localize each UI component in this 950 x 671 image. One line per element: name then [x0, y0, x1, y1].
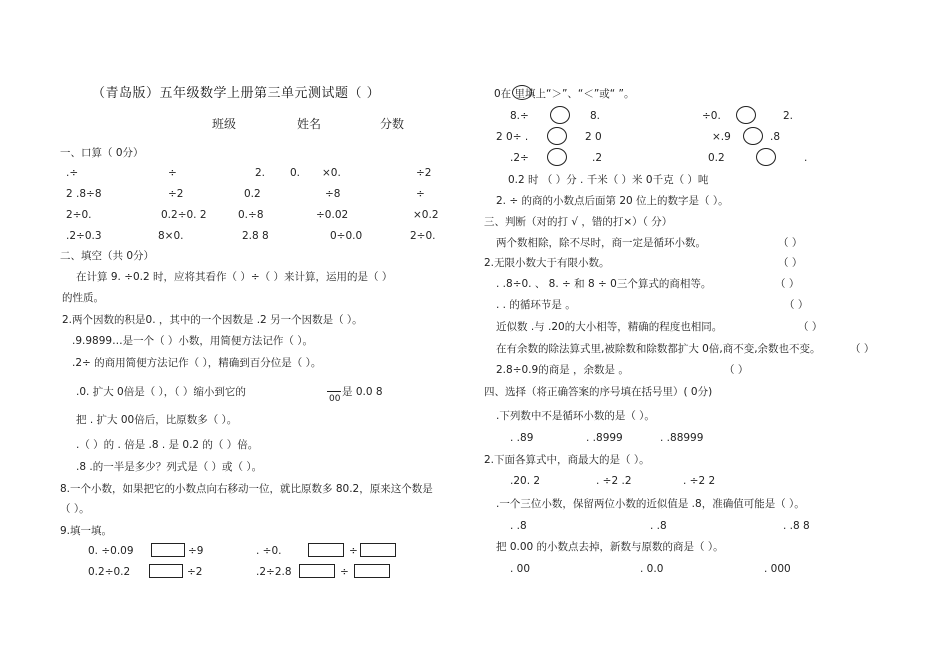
compare-circle[interactable]	[743, 127, 763, 145]
fill-item-3: 0.2÷0.2	[88, 566, 131, 578]
judge-paren[interactable]: （ ）	[778, 237, 803, 249]
section1-title: 一、口算（ 0分）	[60, 147, 144, 159]
choice-q1-a: . .89	[510, 432, 534, 444]
choice-q1-b: . .8999	[586, 432, 623, 444]
compare-circle[interactable]	[736, 106, 756, 124]
fill-item-2: . ÷0.	[256, 545, 282, 557]
judge-paren[interactable]: （ ）	[778, 257, 803, 269]
fill-q9a: 8.一个小数，如果把它的小数点向右移动一位，就比原数多 80.2，原来这个数是	[60, 483, 433, 495]
section3-title: 三、判断（对的打 √ ，错的打×）（ 分）	[484, 216, 673, 228]
judge-paren[interactable]: （ ）	[784, 299, 809, 311]
cmp-r2-d: .8	[770, 131, 781, 143]
score-label: 分数	[380, 117, 405, 131]
answer-box[interactable]	[149, 564, 183, 578]
judge-paren[interactable]: （ ）	[724, 364, 749, 376]
cmp-r1-a: 8.÷	[510, 110, 529, 122]
cmp-r3-c: 0.2	[708, 152, 725, 164]
cmp-r2-a: 2 0÷ .	[496, 131, 529, 143]
judge-item-3: . .8÷0. 、 8. ÷ 和 8 ÷ 0三个算式的商相等。	[496, 278, 712, 290]
calc-r4-3: 2.8 8	[242, 230, 269, 242]
choice-q2: 2.下面各算式中，商最大的是（ ）。	[484, 454, 650, 466]
judge-item-5: 近似数 .与 .20的大小相等，精确的程度也相同。	[496, 321, 723, 333]
cmp-r1-c: ÷0.	[702, 110, 721, 122]
fill-item-1-b: ÷9	[188, 545, 204, 557]
compare-circle[interactable]	[756, 148, 776, 166]
fraction-denominator: 00	[329, 394, 341, 404]
fill-q10: 9.填一填。	[60, 525, 113, 537]
fill-item-2-b: ÷	[349, 545, 358, 557]
calc-r3-4: ÷0.02	[316, 209, 349, 221]
calc-r1-6: ÷2	[416, 167, 432, 179]
calc-r3-5: ×0.2	[413, 209, 439, 221]
choice-q4-c: . 000	[764, 563, 791, 575]
calc-r3-2: 0.2÷0. 2	[161, 209, 207, 221]
judge-item-2: 2.无限小数大于有限小数。	[484, 257, 610, 269]
judge-paren[interactable]: （ ）	[850, 343, 875, 355]
choice-q3-a: . .8	[510, 520, 527, 532]
cmp-r2-c: ×.9	[712, 131, 731, 143]
fill-q2: 2.两个因数的积是0. ，其中的一个因数是 .2 另一个因数是（ ）。	[62, 314, 363, 326]
choice-q3-c: . .8 8	[783, 520, 810, 532]
fill-item-1: 0. ÷0.09	[88, 545, 134, 557]
section4-title: 四、选择（将正确答案的序号填在括号里）( 0分)	[484, 386, 713, 398]
right-q2: 2. ÷ 的商的小数点后面第 20 位上的数字是（ ）。	[496, 195, 729, 207]
calc-r1-3: 2.	[255, 167, 266, 179]
calc-r2-4: ÷8	[325, 188, 341, 200]
calc-r2-1: 2 .8÷8	[66, 188, 102, 200]
fill-q1a: 在计算 9. ÷0.2 时，应将其看作（ ）÷（ ）来计算，运用的是（ ）	[76, 271, 393, 283]
fill-item-3-b: ÷2	[187, 566, 203, 578]
choice-q2-b: . ÷2 .2	[596, 475, 632, 487]
calc-r4-2: 8×0.	[158, 230, 184, 242]
name-label: 姓名	[297, 117, 322, 131]
choice-q3: .一个三位小数，保留两位小数的近似值是 .8，准确值可能是（ ）。	[496, 498, 805, 510]
choice-q3-b: . .8	[650, 520, 667, 532]
page-title: （青岛版）五年级数学上册第三单元测试题（ ）	[92, 86, 381, 101]
calc-r2-3: 0.2	[244, 188, 261, 200]
calc-r4-1: .2÷0.3	[66, 230, 102, 242]
choice-q2-a: .20. 2	[510, 475, 541, 487]
compare-circle[interactable]	[512, 85, 532, 100]
calc-r4-5: 2÷0.	[410, 230, 436, 242]
answer-box[interactable]	[360, 543, 396, 557]
answer-box[interactable]	[354, 564, 390, 578]
calc-r2-2: ÷2	[168, 188, 184, 200]
cmp-r1-d: 2.	[783, 110, 794, 122]
judge-item-6: 在有余数的除法算式里,被除数和除数都扩大 0倍,商不变,余数也不变。	[496, 343, 821, 355]
fill-q9b: （ ）。	[60, 503, 90, 515]
judge-paren[interactable]: （ ）	[775, 278, 800, 290]
fill-q3: .9.9899…是一个（ ）小数，用简便方法记作（ ）。	[72, 335, 314, 347]
unit-conversion: 0.2 时 （ ）分 . 千米（ ）米 0千克（ ）吨	[508, 174, 709, 186]
choice-q4-b: . 0.0	[640, 563, 664, 575]
fill-q5b: 是 0.0 8	[342, 386, 383, 398]
compare-circle[interactable]	[547, 127, 567, 145]
calc-r2-5: ÷	[416, 188, 425, 200]
calc-r3-1: 2÷0.	[66, 209, 92, 221]
judge-paren[interactable]: （ ）	[798, 321, 823, 333]
class-label: 班级	[212, 117, 237, 131]
answer-box[interactable]	[299, 564, 335, 578]
answer-box[interactable]	[308, 543, 344, 557]
choice-q2-c: . ÷2 2	[683, 475, 716, 487]
fill-q1b: 的性质。	[62, 292, 104, 304]
judge-item-1: 两个数相除，除不尽时，商一定是循环小数。	[496, 237, 706, 249]
cmp-r3-b: .2	[592, 152, 603, 164]
compare-circle[interactable]	[547, 148, 567, 166]
calc-r1-1: .÷	[66, 167, 79, 179]
choice-q4: 把 0.00 的小数点去掉，新数与原数的商是（ ）。	[496, 541, 724, 553]
choice-q1: .下列数中不是循环小数的是（ ）。	[496, 410, 655, 422]
section2-title: 二、填空（共 0分）	[60, 250, 155, 262]
fill-q4: .2÷ 的商用简便方法记作（ ），精确到百分位是（ ）。	[72, 357, 322, 369]
compare-title: 0在 里填上“＞”、“＜”或“ ”。	[494, 88, 635, 100]
judge-item-4: . . 的循环节是 。	[496, 299, 576, 311]
fill-item-4: .2÷2.8	[256, 566, 292, 578]
calc-r1-4: 0.	[290, 167, 301, 179]
fill-q5a: .0. 扩大 0倍是（ ），（ ）缩小到它的	[76, 386, 246, 398]
judge-item-7: 2.8÷0.9的商是 ，余数是 。	[496, 364, 629, 376]
cmp-r3-d: .	[804, 152, 808, 164]
calc-r3-3: 0.÷8	[238, 209, 264, 221]
fill-q8: .8 .的一半是多少？列式是（ ）或（ ）。	[76, 461, 263, 473]
fill-q7: .（ ）的 . 倍是 .8 . 是 0.2 的（ ）倍。	[76, 439, 259, 451]
cmp-r1-b: 8.	[590, 110, 601, 122]
choice-q4-a: . 00	[510, 563, 531, 575]
fill-item-4-b: ÷	[340, 566, 349, 578]
calc-r1-5: ×0.	[322, 167, 341, 179]
fill-q6: 把 . 扩大 00倍后，比原数多（ ）。	[76, 414, 238, 426]
answer-box[interactable]	[151, 543, 185, 557]
choice-q1-c: . .88999	[660, 432, 704, 444]
calc-r4-4: 0÷0.0	[330, 230, 363, 242]
cmp-r2-b: 2 0	[585, 131, 602, 143]
compare-circle[interactable]	[550, 106, 570, 124]
calc-r1-2: ÷	[168, 167, 177, 179]
cmp-r3-a: .2÷	[510, 152, 529, 164]
